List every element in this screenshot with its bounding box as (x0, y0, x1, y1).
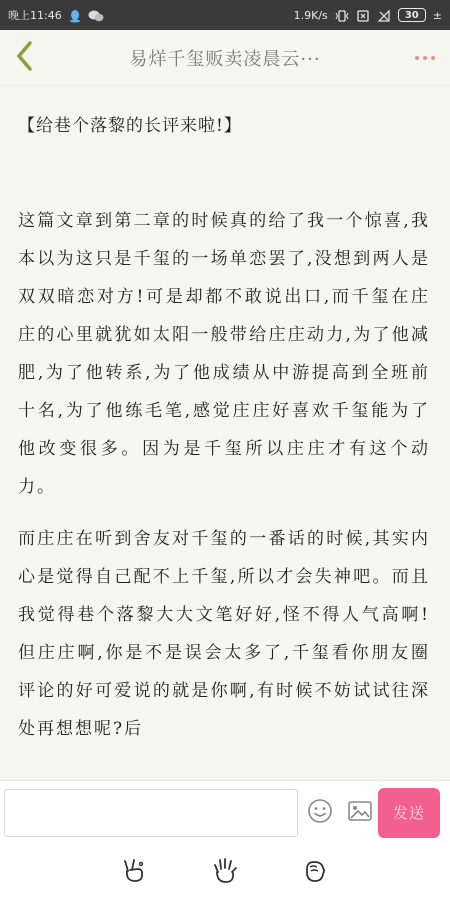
network-speed: 1.9K/s (293, 8, 328, 22)
post-paragraph: 而庄庄在听到舍友对千玺的一番话的时候,其实内心是觉得自己配不上千玺,所以才会失神吧。而且我觉得巷个落黎大大文笔好好,怪不得人气高啊!但庄庄啊,你是不是误会太多了,千玺看你朋友圈评论的好可爱说的就是你啊,有时候不妨试试往深处再想想呢?后 (18, 529, 430, 739)
emoji-button[interactable] (302, 789, 338, 837)
post-paragraph: 这篇文章到第二章的时候真的给了我一个惊喜,我本以为这只是千玺的一场单恋罢了,没想到两人是双双暗恋对方!可是却都不敢说出口,而千玺在庄庄的心里就犹如太阳一般带给庄庄动力,为了他减肥,为了他转系,为了他成绩从中游提高到全班前十名,为了他练毛笔,感觉庄庄好喜欢千玺能为了他改变很多。因为是千玺所以庄庄才有这个动力。 (18, 211, 430, 497)
image-icon (347, 800, 373, 826)
smiley-icon (307, 798, 333, 828)
bottom-bar (0, 844, 450, 900)
more-dots-icon (415, 56, 419, 60)
back-button[interactable] (0, 30, 50, 86)
post-heading: 【给巷个落黎的长评来啦!】 (18, 116, 242, 136)
battery-indicator (398, 8, 426, 22)
battery-level: 30 (404, 9, 419, 21)
status-time: 晚上11:46 (8, 9, 62, 22)
comment-composer (0, 780, 450, 844)
qq-icon (68, 9, 82, 21)
open-hand-button[interactable] (208, 855, 242, 889)
peace-hand-icon (120, 855, 150, 889)
post-content (0, 86, 450, 780)
comment-input[interactable] (4, 789, 298, 837)
fist-hand-button[interactable] (298, 855, 332, 889)
no-signal-icon (377, 9, 391, 21)
image-button[interactable] (342, 789, 378, 837)
send-button[interactable]: 发送 (378, 788, 440, 838)
chevron-left-icon (14, 40, 36, 76)
vibrate-icon (335, 9, 349, 21)
charging-icon: ± (432, 8, 442, 22)
open-hand-icon (210, 855, 240, 889)
status-bar (0, 0, 450, 30)
more-button[interactable] (400, 30, 450, 86)
fist-hand-icon (300, 855, 330, 889)
sim-icon (356, 9, 370, 21)
wechat-icon (88, 9, 102, 21)
header-bar (0, 30, 450, 86)
peace-hand-button[interactable] (118, 855, 152, 889)
page-title: 易烊千玺贩卖凌晨云··· (129, 48, 321, 70)
